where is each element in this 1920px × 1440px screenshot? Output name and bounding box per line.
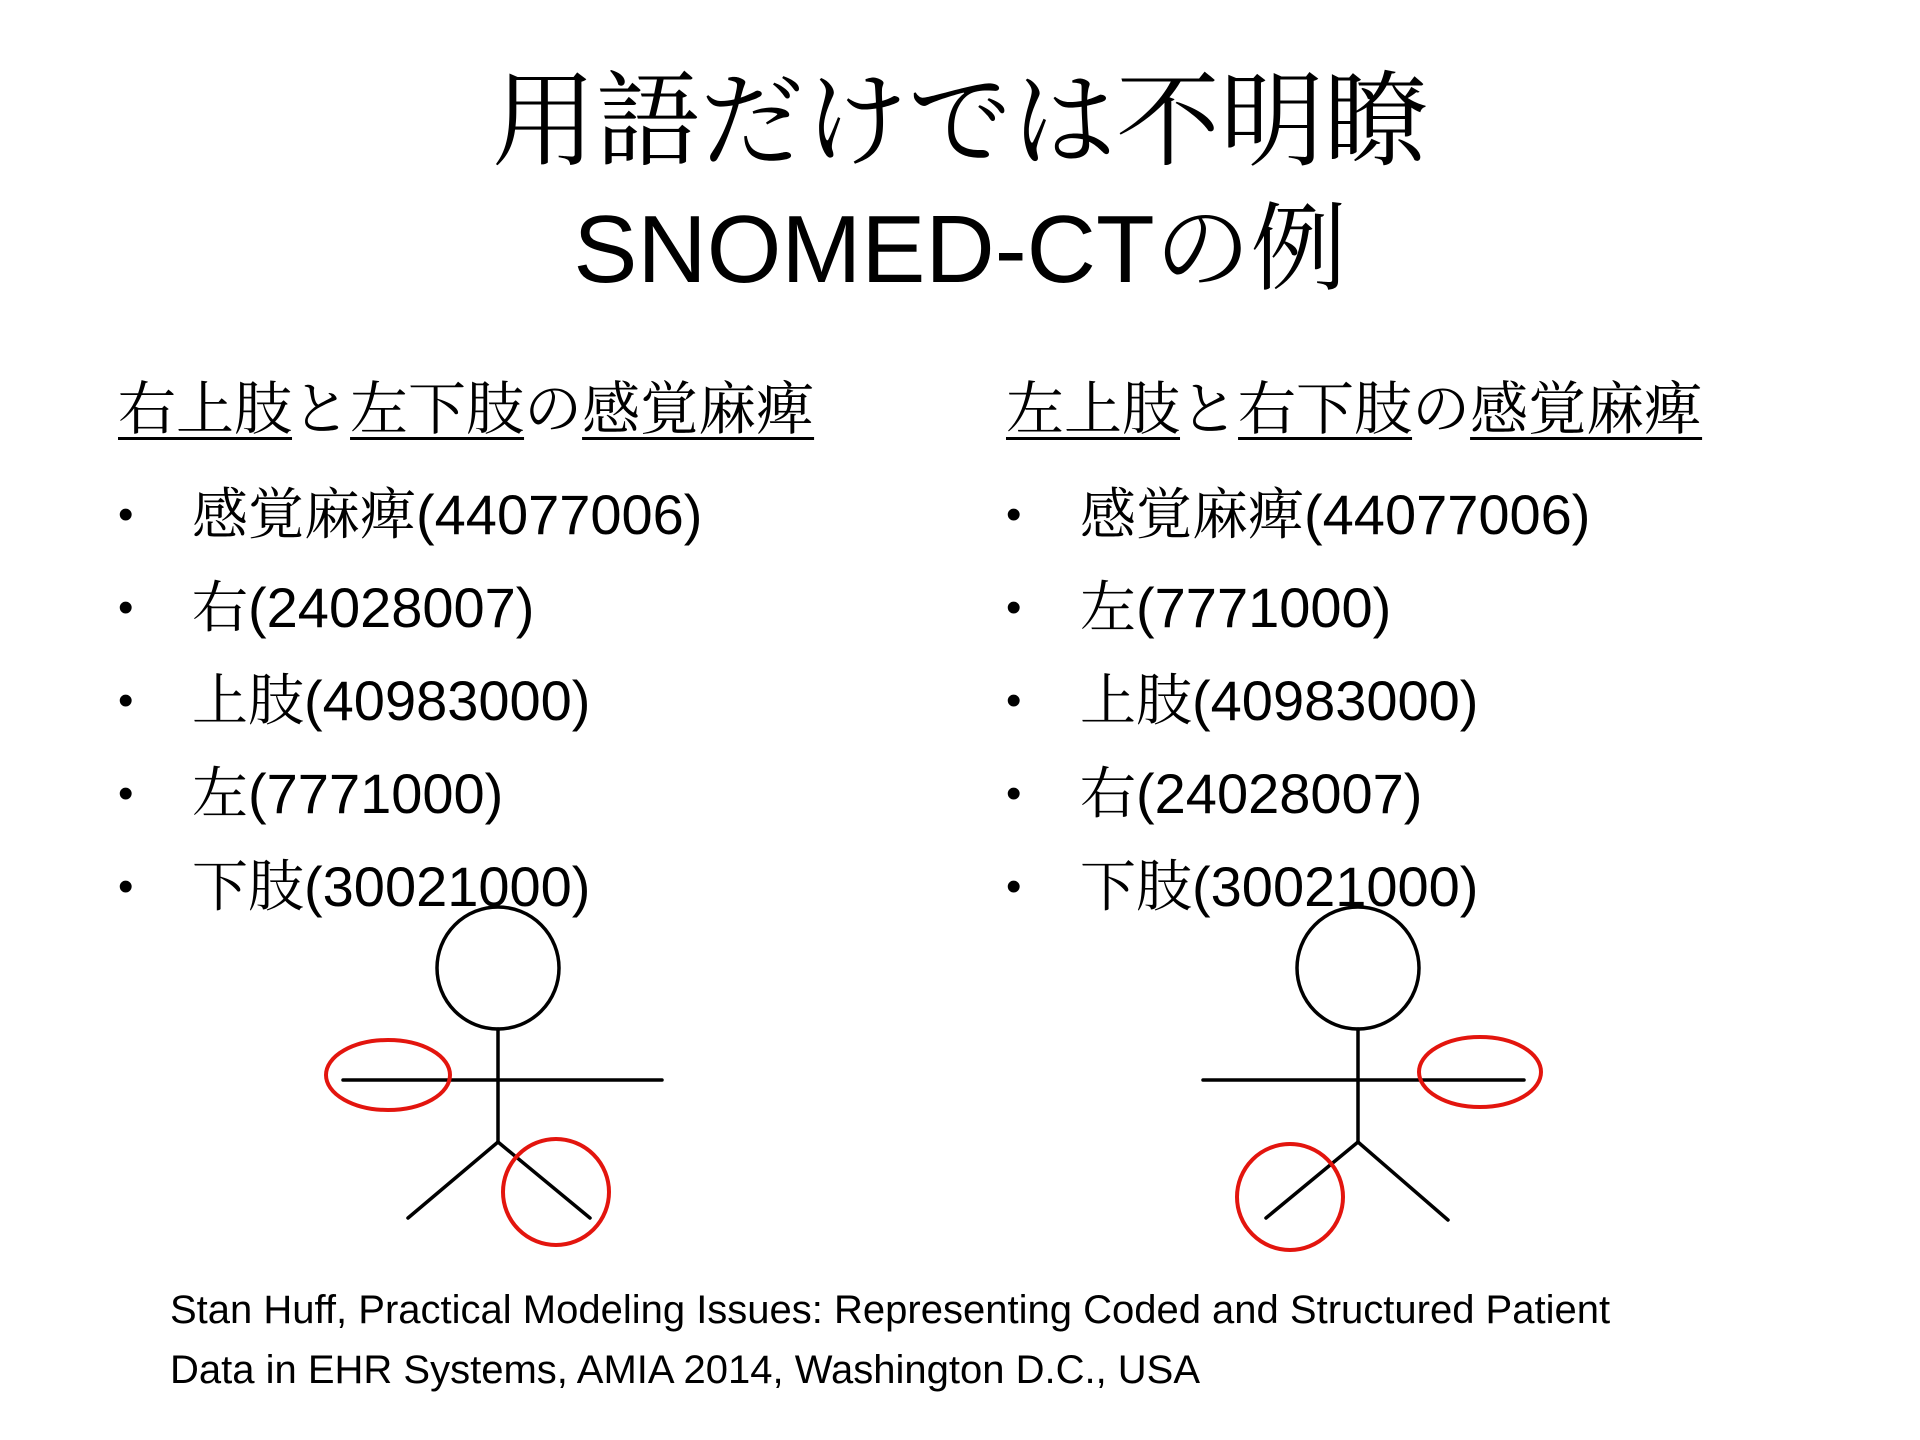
list-item-text: 上肢(40983000) xyxy=(192,669,591,732)
figure-leg xyxy=(408,1142,498,1218)
heading-segment: の xyxy=(1412,377,1471,442)
bullet-icon: • xyxy=(1006,769,1022,818)
list-item-text: 感覚麻痺(44077006) xyxy=(1080,483,1591,546)
bullet-icon: • xyxy=(118,676,134,725)
figure-leg xyxy=(1358,1142,1448,1220)
heading-segment: と xyxy=(292,377,351,442)
bullet-icon: • xyxy=(118,583,134,632)
list-item xyxy=(1006,468,1866,561)
figure-leg xyxy=(498,1142,590,1218)
slide-subtitle: SNOMED-CTの例 xyxy=(573,196,1347,303)
left-code-list xyxy=(118,468,978,933)
bullet-icon: • xyxy=(118,862,134,911)
heading-segment: と xyxy=(1180,377,1239,442)
list-item xyxy=(1006,747,1866,840)
citation xyxy=(170,1280,1810,1400)
list-item-text: 下肢(30021000) xyxy=(192,855,591,918)
citation-line: Stan Huff, Practical Modeling Issues: Representing Coded and Structured Patient xyxy=(170,1288,1611,1332)
heading-segment: 左下肢 xyxy=(350,377,525,442)
list-item xyxy=(1006,561,1866,654)
right-column-heading xyxy=(1006,374,1866,446)
list-item-text: 左(7771000) xyxy=(1080,576,1392,639)
list-item xyxy=(118,654,978,747)
bullet-icon: • xyxy=(118,490,134,539)
list-item-text: 右(24028007) xyxy=(192,576,535,639)
right-arm-highlight xyxy=(326,1040,450,1110)
slide-title: 用語だけでは不明瞭 xyxy=(491,64,1428,180)
heading-segment: 左上肢 xyxy=(1006,377,1181,442)
list-item xyxy=(118,747,978,840)
list-item xyxy=(1006,654,1866,747)
citation-line: Data in EHR Systems, AMIA 2014, Washington D.C., USA xyxy=(170,1348,1201,1392)
list-item-text: 右(24028007) xyxy=(1080,762,1423,825)
left-column-heading xyxy=(118,374,978,446)
heading-segment: 感覚麻痺 xyxy=(1470,377,1703,442)
left-column xyxy=(118,374,978,933)
list-item-text: 下肢(30021000) xyxy=(1080,855,1479,918)
bullet-icon: • xyxy=(1006,676,1022,725)
list-item-text: 感覚麻痺(44077006) xyxy=(192,483,703,546)
heading-segment: 右下肢 xyxy=(1238,377,1413,442)
heading-segment: の xyxy=(524,377,583,442)
figure-head xyxy=(1297,907,1419,1029)
list-item xyxy=(118,468,978,561)
bullet-icon: • xyxy=(1006,490,1022,539)
left-arm-highlight xyxy=(1419,1037,1541,1107)
bullet-icon: • xyxy=(1006,862,1022,911)
list-item-text: 左(7771000) xyxy=(192,762,504,825)
heading-segment: 感覚麻痺 xyxy=(582,377,815,442)
heading-segment: 右上肢 xyxy=(118,377,293,442)
bullet-icon: • xyxy=(1006,583,1022,632)
right-stick-figure xyxy=(1158,900,1558,1280)
left-stick-figure xyxy=(298,900,698,1280)
figure-leg xyxy=(1266,1142,1358,1218)
bullet-icon: • xyxy=(118,769,134,818)
right-column xyxy=(1006,374,1866,933)
right-code-list xyxy=(1006,468,1866,933)
list-item xyxy=(118,561,978,654)
list-item-text: 上肢(40983000) xyxy=(1080,669,1479,732)
figure-head xyxy=(437,907,559,1029)
